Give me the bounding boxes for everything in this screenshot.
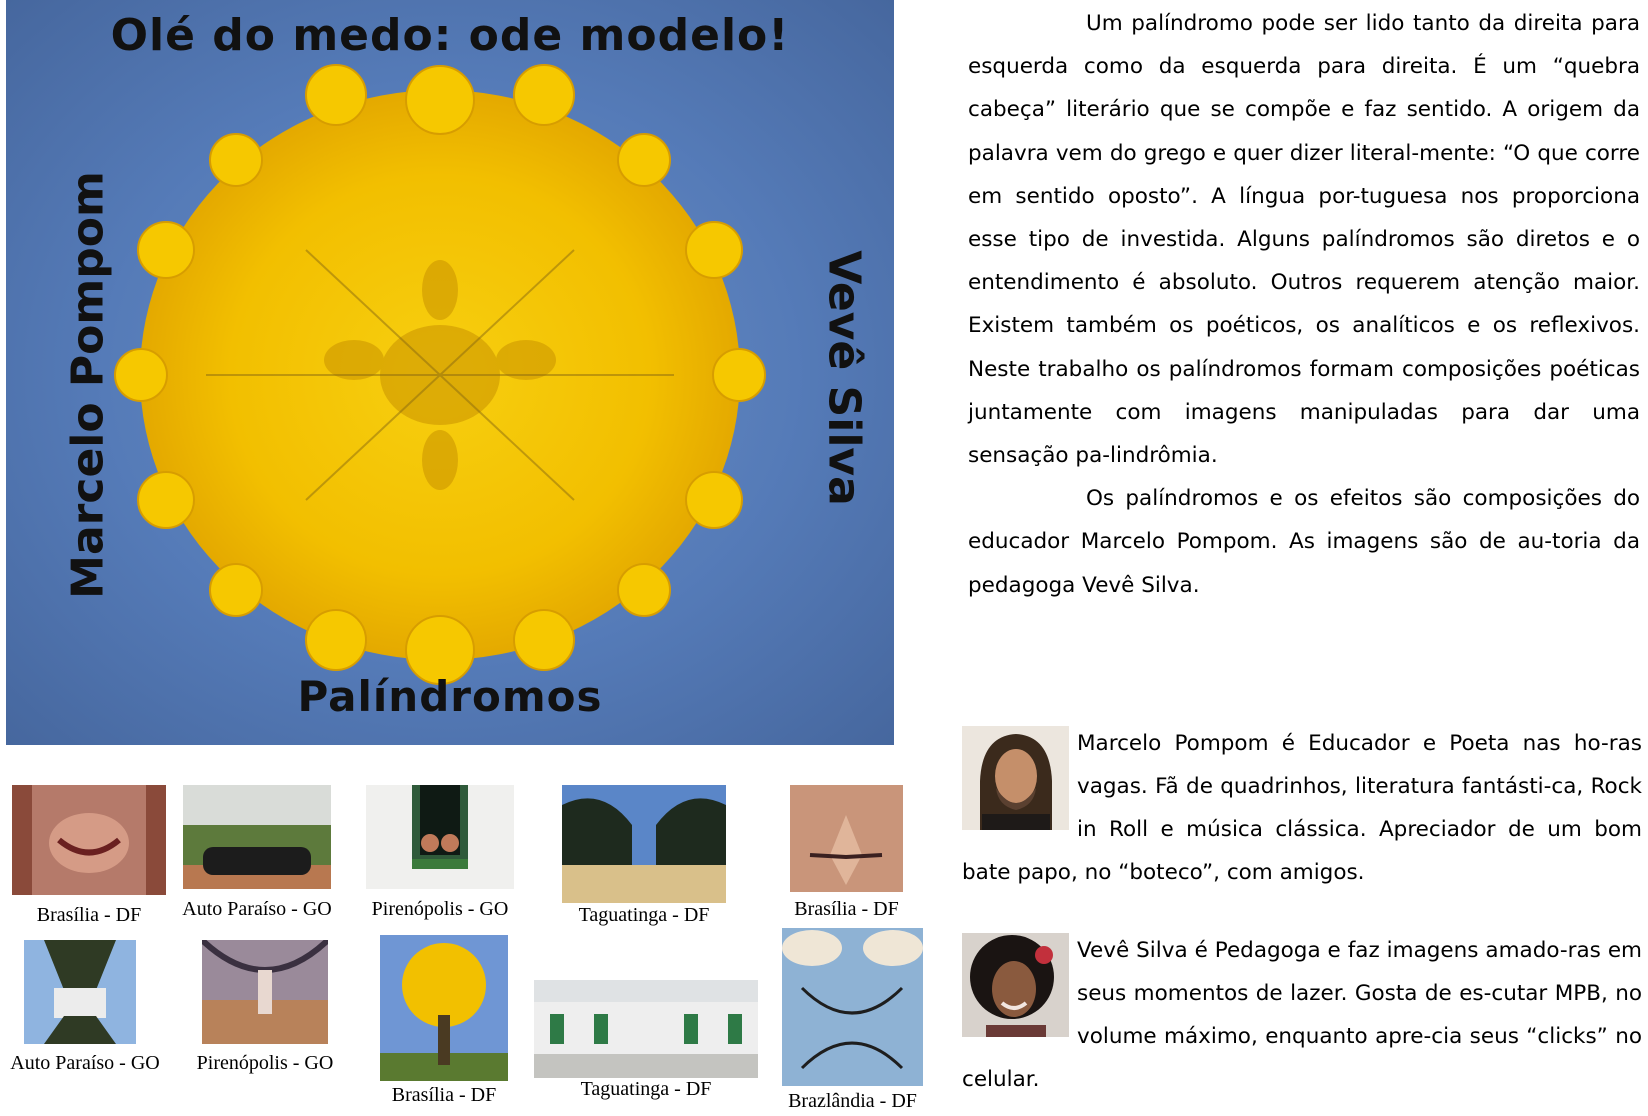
- thumbnail-image: [790, 785, 903, 892]
- thumbnail-caption: Pirenópolis - GO: [196, 1052, 334, 1074]
- mirrored-yellow-tree-image: [6, 0, 894, 745]
- thumbnail-image: [202, 940, 328, 1044]
- cover-subtitle: Palíndromos: [297, 672, 603, 721]
- thumbnail-caption: Brasília - DF: [36, 904, 142, 926]
- thumbnail-caption: Pirenópolis - GO: [371, 898, 509, 920]
- thumbnail-caption: Taguatinga - DF: [580, 1078, 712, 1100]
- thumbnail-image: [534, 980, 758, 1078]
- thumbnail-caption: Brasília - DF: [391, 1084, 497, 1106]
- thumbnail-image: [366, 785, 514, 889]
- thumbnail-caption: Auto Paraíso - GO: [182, 898, 332, 920]
- author-bio-marcelo: [962, 722, 1642, 894]
- author-bio-veve: [962, 929, 1642, 1101]
- thumbnail-caption: Auto Paraíso - GO: [10, 1052, 160, 1074]
- thumbnail-image: [183, 785, 331, 889]
- thumbnail-image: [782, 928, 923, 1086]
- cover-title: Olé do medo: ode modelo!: [110, 10, 790, 61]
- thumbnail-image: [24, 940, 136, 1044]
- book-cover: [6, 0, 894, 745]
- bio-text: Marcelo Pompom é Educador e Poeta nas ho-ras vagas. Fã de quadrinhos, literatura fantásti-ca, Rock in Roll e música clássica. Apreciador de um bom bate papo, no “boteco”, com amigos.: [962, 731, 1642, 885]
- bio-text: Vevê Silva é Pedagoga e faz imagens amado-ras em seus momentos de lazer. Gosta de es-cutar MPB, no volume máximo, enquanto apre-cia seus “clicks” no celular.: [962, 938, 1642, 1092]
- cover-author-left: Marcelo Pompom: [62, 171, 114, 599]
- author-photo-marcelo: [962, 726, 1069, 830]
- thumbnail-image: [562, 785, 726, 903]
- thumbnail-image: [12, 785, 166, 895]
- cover-author-right: Vevê Silva: [818, 250, 870, 506]
- intro-paragraph: Os palíndromos e os efeitos são composições do educador Marcelo Pompom. As imagens são de au-toria da pedagoga Vevê Silva.: [968, 486, 1640, 598]
- thumbnail-image: [380, 935, 508, 1081]
- author-photo-veve: [962, 933, 1069, 1037]
- intro-text: [968, 2, 1640, 607]
- thumbnail-caption: Taguatinga - DF: [578, 904, 710, 926]
- intro-paragraph: Um palíndromo pode ser lido tanto da direita para esquerda como da esquerda para direita. É um “quebra cabeça” literário que se compõe e faz sentido. A origem da palavra vem do grego e quer dizer literal-mente: “O que corre em sentido oposto”. A língua por-tuguesa nos proporciona esse tipo de investida. Alguns palíndromos são diretos e o entendimento é absoluto. Outros requerem atenção maior. Existem também os poéticos, os analíticos e os reflexivos. Neste trabalho os palíndromos formam composições poéticas juntamente com imagens manipuladas para dar uma sensação pa-lindrômia.: [968, 11, 1640, 469]
- thumbnail-caption: Brasília - DF: [794, 898, 899, 920]
- thumbnail-caption: Brazlândia - DF: [788, 1090, 917, 1112]
